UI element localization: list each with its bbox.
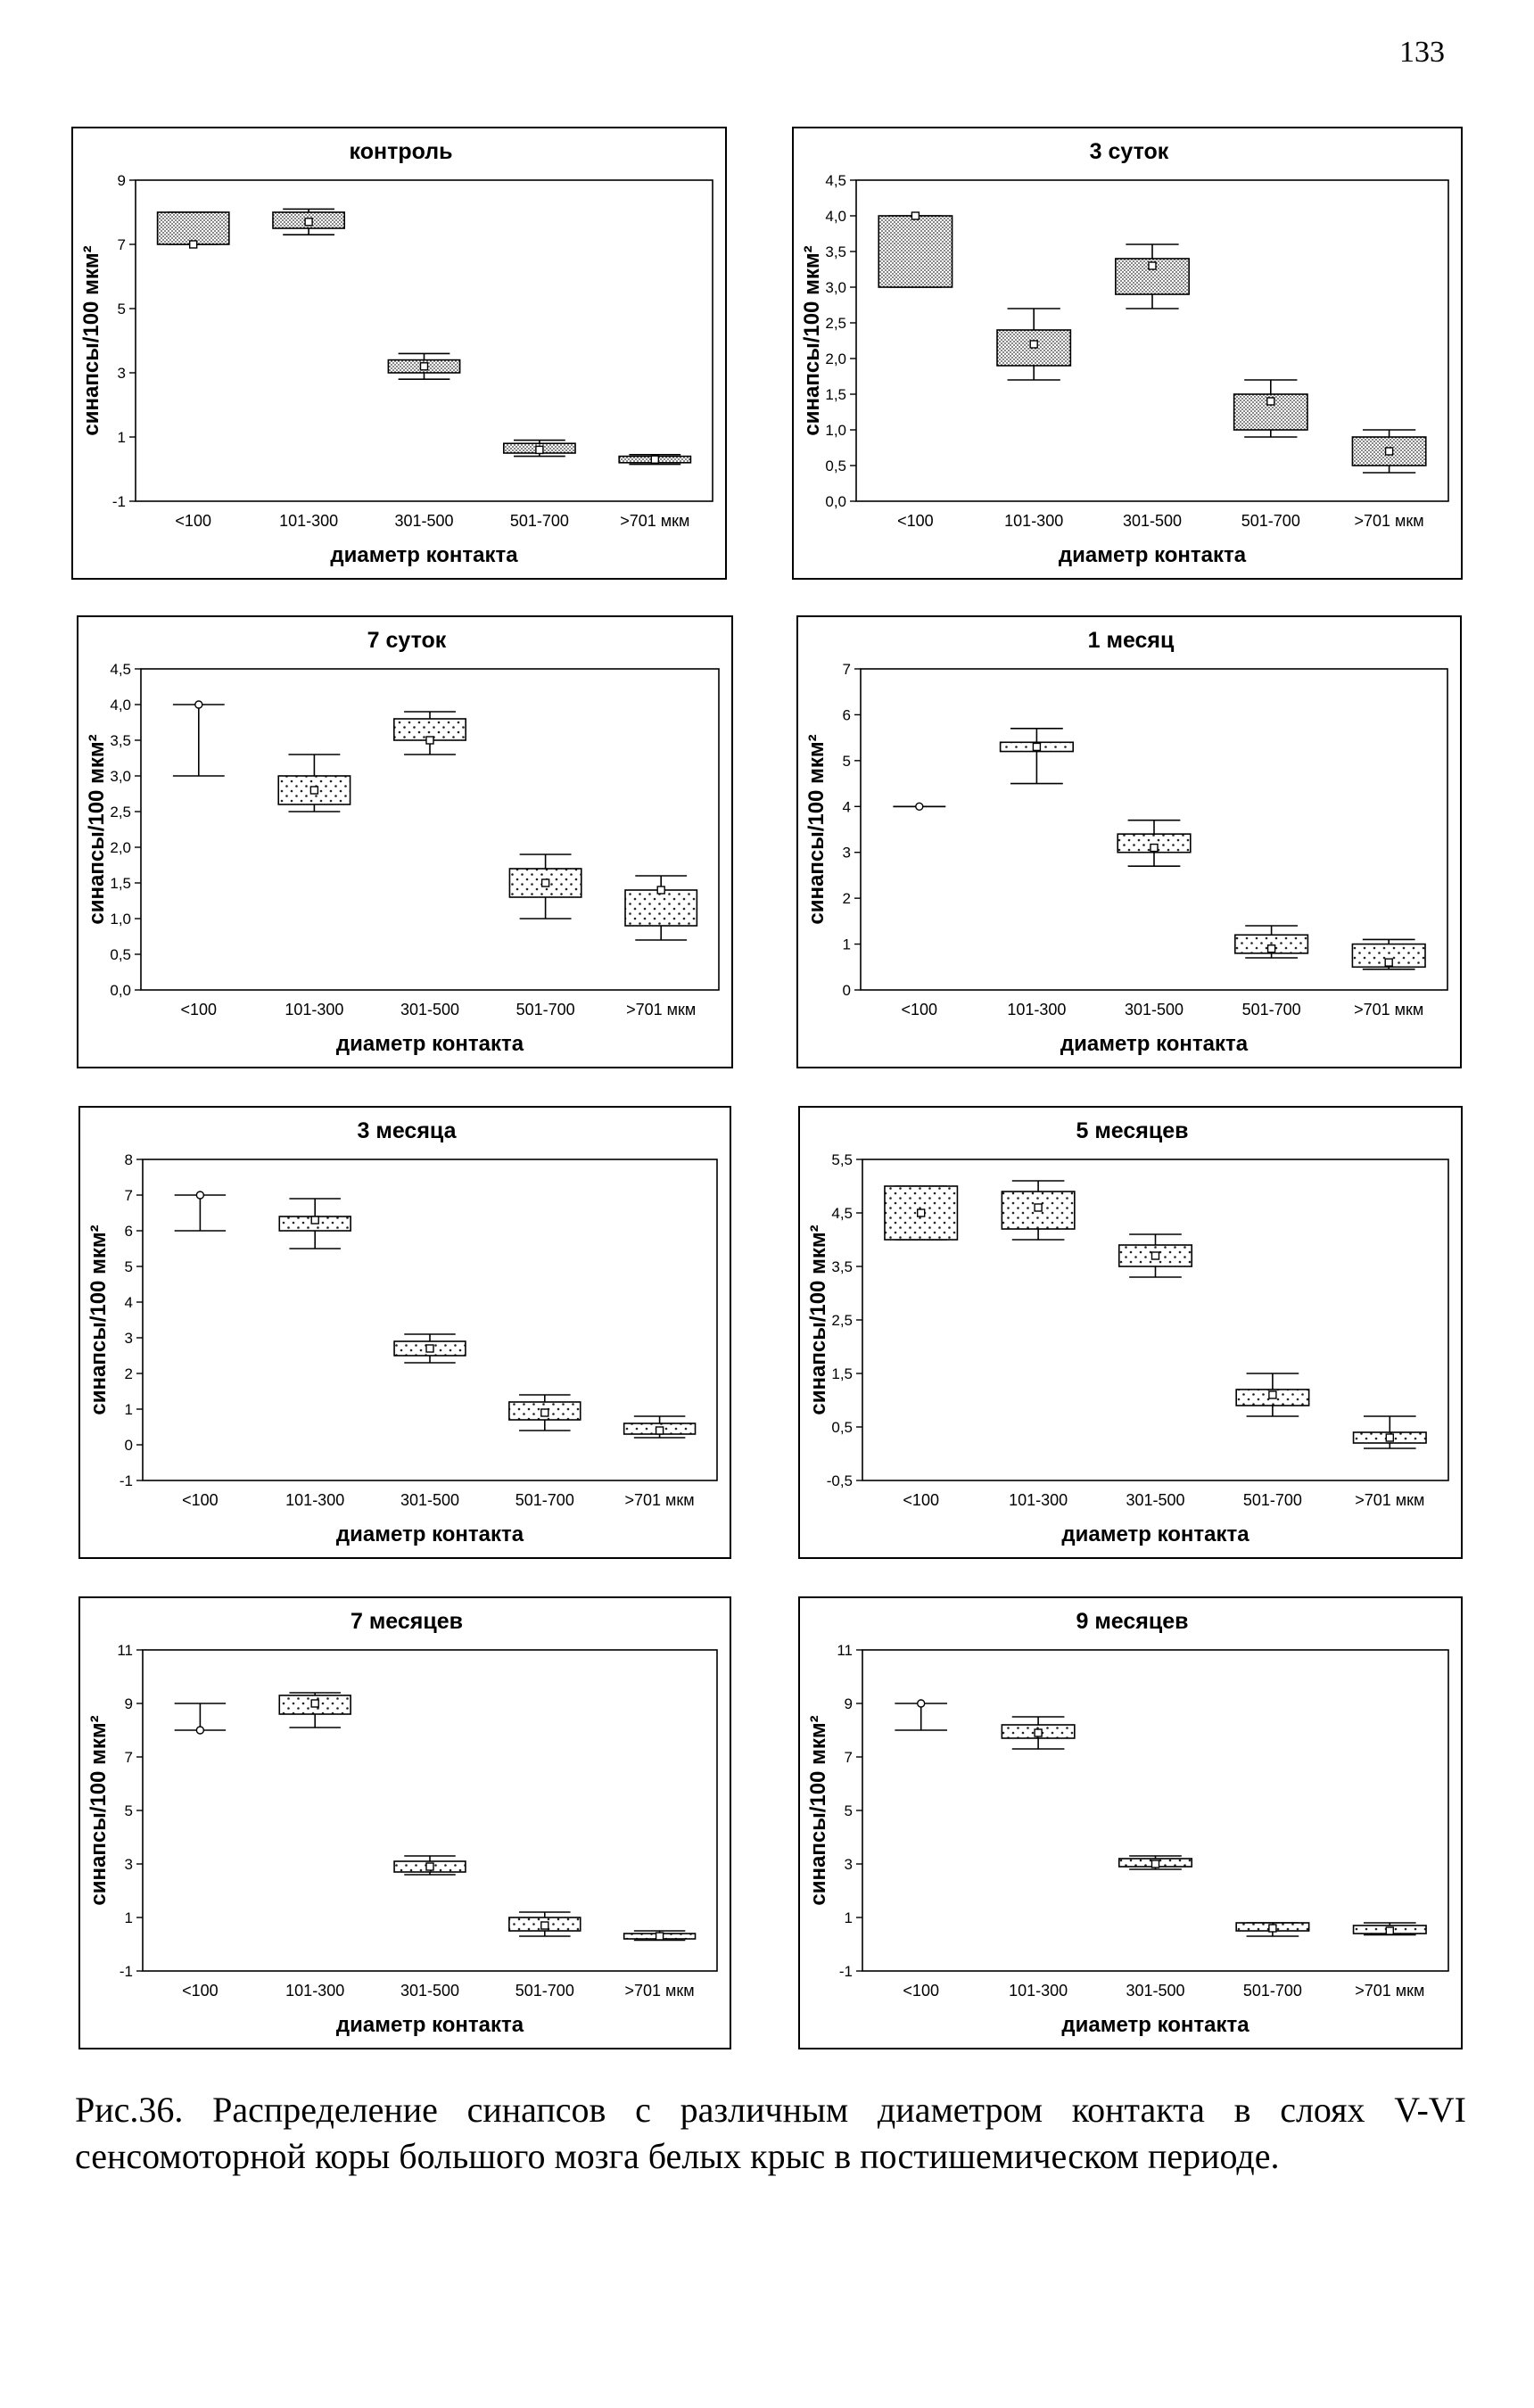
y-tick-label: 4 — [842, 798, 851, 816]
y-tick-label: 6 — [842, 706, 851, 724]
x-tick-label: 101-300 — [1009, 1982, 1068, 2000]
chart-svg — [798, 617, 1464, 1070]
x-tick-label: <100 — [901, 1001, 938, 1018]
chart-panel-4 — [796, 615, 1462, 1068]
median-marker — [1385, 959, 1392, 966]
median-marker — [657, 887, 664, 894]
chart-title: 3 месяца — [357, 1118, 457, 1143]
x-tick-label: >701 мкм — [626, 1001, 697, 1018]
y-tick-label: 11 — [837, 1642, 853, 1659]
y-tick-label: 4,0 — [825, 208, 846, 225]
chart-title: 7 месяцев — [350, 1609, 464, 1634]
y-axis-label: синапсы/100 мкм² — [79, 245, 103, 436]
y-tick-label: 5 — [124, 1802, 133, 1819]
median-marker — [1035, 1729, 1042, 1736]
median-marker — [1386, 1927, 1393, 1934]
y-tick-label: 3 — [124, 1856, 133, 1873]
y-tick-label: 5 — [124, 1258, 133, 1275]
x-axis-label: диаметр контакта — [1060, 1032, 1249, 1056]
y-tick-label: 4 — [124, 1294, 133, 1311]
box-4 — [509, 854, 581, 919]
y-tick-label: 9 — [124, 1695, 133, 1712]
y-tick-label: 2 — [124, 1365, 133, 1382]
median-marker — [536, 446, 543, 453]
box-1 — [173, 701, 225, 776]
median-marker — [1150, 845, 1158, 852]
chart-svg — [80, 1598, 733, 2051]
y-tick-label: 1,0 — [825, 422, 846, 439]
box-3 — [1119, 1234, 1192, 1277]
box-rect — [878, 216, 952, 287]
y-tick-label: 7 — [117, 236, 126, 253]
box-3 — [394, 1856, 466, 1875]
x-tick-label: <100 — [903, 1491, 939, 1509]
y-tick-label: 1 — [842, 936, 851, 953]
x-tick-label: 101-300 — [1007, 1001, 1067, 1018]
y-tick-label: 9 — [844, 1695, 853, 1712]
x-tick-label: >701 мкм — [620, 512, 690, 530]
y-tick-label: 3,5 — [110, 732, 131, 749]
box-4 — [504, 441, 575, 457]
x-tick-label: 501-700 — [515, 1491, 574, 1509]
chart-title: контроль — [349, 139, 453, 164]
box-5 — [1354, 1416, 1426, 1448]
x-tick-label: <100 — [182, 1491, 219, 1509]
y-tick-label: -1 — [111, 493, 126, 510]
median-marker — [918, 1700, 925, 1707]
box-rect — [625, 890, 697, 926]
x-tick-label: 501-700 — [515, 1001, 575, 1018]
y-tick-label: 0,0 — [110, 982, 131, 999]
x-axis-label: диаметр контакта — [1061, 2013, 1249, 2037]
chart-title: 7 суток — [367, 628, 447, 653]
median-marker — [1269, 1925, 1276, 1932]
y-tick-label: 2,5 — [110, 804, 131, 821]
median-marker — [1030, 341, 1037, 348]
y-tick-label: 0 — [842, 982, 851, 999]
x-tick-label: 501-700 — [1242, 1491, 1302, 1509]
median-marker — [1152, 1252, 1159, 1259]
y-tick-label: 3,0 — [825, 279, 846, 296]
x-tick-label: 501-700 — [1241, 512, 1300, 530]
box-5 — [1352, 430, 1425, 473]
y-axis-label: синапсы/100 мкм² — [85, 734, 109, 925]
median-marker — [421, 363, 428, 370]
box-2 — [1002, 1181, 1074, 1240]
x-tick-label: >701 мкм — [1355, 1491, 1425, 1509]
y-tick-label: 2,5 — [831, 1312, 853, 1329]
x-tick-label: 101-300 — [285, 1982, 345, 2000]
box-3 — [388, 353, 459, 379]
median-marker — [310, 787, 318, 794]
x-tick-label: <100 — [175, 512, 211, 530]
box-3 — [1118, 821, 1191, 866]
chart-panel-1 — [71, 127, 727, 580]
median-marker — [1033, 743, 1040, 750]
median-marker — [426, 737, 433, 744]
chart-svg — [80, 1108, 733, 1561]
x-tick-label: 301-500 — [400, 1001, 460, 1018]
chart-svg — [800, 1108, 1464, 1561]
y-tick-label: 2,5 — [825, 315, 846, 332]
median-marker — [196, 1192, 203, 1199]
y-tick-label: 0,5 — [831, 1419, 853, 1436]
median-marker — [1268, 945, 1275, 952]
y-tick-label: 11 — [117, 1642, 133, 1659]
x-tick-label: 101-300 — [285, 1001, 344, 1018]
x-axis-label: диаметр контакта — [330, 543, 518, 567]
page-number: 133 — [1399, 36, 1445, 69]
median-marker — [1267, 398, 1274, 405]
chart-title: 5 месяцев — [1076, 1118, 1189, 1143]
y-tick-label: -1 — [119, 1963, 133, 1980]
median-marker — [1149, 262, 1156, 269]
median-marker — [426, 1345, 433, 1352]
y-tick-label: 3,5 — [825, 243, 846, 260]
box-2 — [279, 1693, 351, 1728]
y-tick-label: 1,5 — [110, 875, 131, 892]
chart-panel-8 — [798, 1596, 1463, 2049]
box-2 — [278, 755, 350, 812]
x-axis-label: диаметр контакта — [335, 2013, 524, 2037]
y-tick-label: 4,5 — [825, 172, 846, 189]
x-tick-label: <100 — [903, 1982, 939, 2000]
y-tick-label: 5 — [117, 301, 126, 317]
y-axis-label: синапсы/100 мкм² — [87, 1225, 111, 1415]
box-1 — [175, 1192, 226, 1231]
x-axis-label: диаметр контакта — [1058, 543, 1247, 567]
chart-panel-5 — [78, 1106, 731, 1559]
box-3 — [1119, 1856, 1192, 1869]
median-marker — [918, 1209, 925, 1216]
box-5 — [624, 1931, 696, 1941]
box-4 — [1235, 926, 1308, 958]
y-tick-label: 5,5 — [831, 1151, 853, 1168]
x-tick-label: >701 мкм — [624, 1982, 695, 2000]
box-3 — [394, 1334, 466, 1363]
y-tick-label: 3,0 — [110, 768, 131, 785]
box-4 — [509, 1912, 581, 1936]
y-tick-label: 2 — [842, 890, 851, 908]
x-tick-label: 301-500 — [400, 1491, 460, 1509]
median-marker — [1386, 448, 1393, 455]
chart-panel-7 — [78, 1596, 731, 2049]
y-tick-label: 0,5 — [825, 458, 846, 474]
x-tick-label: 501-700 — [1241, 1001, 1301, 1018]
x-tick-label: 501-700 — [1242, 1982, 1302, 2000]
y-axis-label: синапсы/100 мкм² — [804, 734, 829, 925]
median-marker — [541, 1922, 548, 1929]
x-tick-label: 101-300 — [279, 512, 339, 530]
x-tick-label: <100 — [182, 1982, 219, 2000]
median-marker — [656, 1427, 664, 1434]
x-tick-label: 101-300 — [285, 1491, 345, 1509]
y-tick-label: 1,5 — [831, 1365, 853, 1382]
box-2 — [1002, 1717, 1074, 1749]
x-axis-label: диаметр контакта — [335, 1032, 524, 1056]
x-tick-label: >701 мкм — [1354, 1001, 1424, 1018]
box-2 — [279, 1199, 351, 1249]
y-tick-label: 1 — [117, 429, 126, 446]
y-tick-label: 0,5 — [110, 946, 131, 963]
x-tick-label: 501-700 — [515, 1982, 574, 2000]
y-tick-label: 0,0 — [825, 493, 846, 510]
chart-svg — [794, 128, 1464, 581]
box-4 — [509, 1395, 581, 1431]
box-1 — [893, 803, 945, 810]
y-tick-label: -0,5 — [826, 1472, 853, 1489]
x-tick-label: >701 мкм — [1355, 1982, 1425, 2000]
median-marker — [195, 701, 202, 708]
y-tick-label: 7 — [124, 1187, 133, 1204]
chart-title: 1 месяц — [1087, 628, 1175, 653]
chart-svg — [73, 128, 729, 581]
box-2 — [273, 209, 344, 235]
box-2 — [997, 309, 1070, 380]
y-tick-label: -1 — [119, 1472, 133, 1489]
chart-svg — [78, 617, 735, 1070]
y-tick-label: 3 — [124, 1330, 133, 1347]
median-marker — [656, 1933, 664, 1940]
y-tick-label: 1 — [844, 1909, 853, 1926]
y-tick-label: 7 — [124, 1749, 133, 1766]
y-tick-label: 3,5 — [831, 1258, 853, 1275]
box-rect — [158, 212, 229, 244]
box-5 — [1354, 1923, 1426, 1935]
x-tick-label: 101-300 — [1004, 512, 1064, 530]
chart-title: 9 месяцев — [1076, 1609, 1189, 1634]
y-tick-label: 1 — [124, 1909, 133, 1926]
box-5 — [625, 876, 697, 940]
y-tick-label: 0 — [124, 1437, 133, 1454]
x-tick-label: 301-500 — [400, 1982, 460, 2000]
y-tick-label: 2,0 — [110, 839, 131, 856]
median-marker — [311, 1216, 318, 1224]
x-tick-label: 301-500 — [394, 512, 454, 530]
median-marker — [305, 219, 312, 226]
median-marker — [911, 212, 919, 219]
median-marker — [1269, 1391, 1276, 1398]
y-tick-label: 3 — [844, 1856, 853, 1873]
x-tick-label: <100 — [180, 1001, 218, 1018]
box-1 — [885, 1186, 957, 1240]
y-tick-label: 5 — [842, 752, 851, 770]
chart-panel-6 — [798, 1106, 1463, 1559]
box-1 — [878, 212, 952, 287]
y-tick-label: 1,0 — [110, 911, 131, 928]
box-5 — [619, 455, 690, 465]
y-tick-label: 1 — [124, 1401, 133, 1418]
x-tick-label: 301-500 — [1122, 512, 1183, 530]
chart-panel-2 — [792, 127, 1463, 580]
box-4 — [1236, 1373, 1308, 1416]
box-1 — [175, 1703, 226, 1734]
plot-frame — [862, 1650, 1448, 1971]
box-5 — [1352, 939, 1425, 969]
y-axis-label: синапсы/100 мкм² — [87, 1715, 111, 1906]
y-tick-label: 5 — [844, 1802, 853, 1819]
box-2 — [1001, 729, 1074, 784]
x-tick-label: >701 мкм — [624, 1491, 695, 1509]
y-tick-label: 7 — [842, 661, 851, 678]
y-axis-label: синапсы/100 мкм² — [806, 1225, 830, 1415]
y-tick-label: 1,5 — [825, 386, 846, 403]
median-marker — [542, 879, 549, 887]
x-tick-label: 301-500 — [1126, 1982, 1185, 2000]
median-marker — [1035, 1204, 1042, 1211]
plot-frame — [143, 1650, 717, 1971]
y-tick-label: 6 — [124, 1223, 133, 1240]
box-5 — [624, 1416, 696, 1438]
x-tick-label: <100 — [897, 512, 934, 530]
box-1 — [158, 212, 229, 248]
x-tick-label: 301-500 — [1124, 1001, 1184, 1018]
box-4 — [1236, 1923, 1308, 1936]
median-marker — [1152, 1860, 1159, 1868]
y-tick-label: 4,0 — [110, 697, 131, 713]
x-tick-label: >701 мкм — [1354, 512, 1424, 530]
median-marker — [916, 803, 923, 810]
x-tick-label: 301-500 — [1126, 1491, 1185, 1509]
y-tick-label: 9 — [117, 172, 126, 189]
y-tick-label: -1 — [838, 1963, 853, 1980]
y-axis-label: синапсы/100 мкм² — [800, 245, 824, 436]
box-4 — [1234, 380, 1307, 437]
y-tick-label: 4,5 — [831, 1205, 853, 1222]
y-tick-label: 7 — [844, 1749, 853, 1766]
y-tick-label: 3 — [842, 844, 851, 862]
box-3 — [1116, 244, 1189, 309]
y-axis-label: синапсы/100 мкм² — [806, 1715, 830, 1906]
x-tick-label: 101-300 — [1009, 1491, 1068, 1509]
y-tick-label: 3 — [117, 365, 126, 382]
median-marker — [541, 1409, 548, 1416]
figure-caption: Рис.36. Распределение синапсов с различным диаметром контакта в слоях V-VI сенсомоторной коры большого мозга белых крыс в постишемическом периоде. — [75, 2090, 1466, 2176]
y-tick-label: 4,5 — [110, 661, 131, 678]
median-marker — [190, 241, 197, 248]
chart-panel-3 — [77, 615, 733, 1068]
box-1 — [895, 1700, 947, 1730]
median-marker — [311, 1700, 318, 1707]
median-marker — [196, 1727, 203, 1734]
median-marker — [651, 456, 658, 463]
chart-svg — [800, 1598, 1464, 2051]
x-axis-label: диаметр контакта — [335, 1522, 524, 1546]
x-tick-label: 501-700 — [509, 512, 569, 530]
y-tick-label: 8 — [124, 1151, 133, 1168]
y-tick-label: 2,0 — [825, 350, 846, 367]
chart-title: 3 суток — [1089, 139, 1169, 164]
box-3 — [394, 712, 466, 755]
x-axis-label: диаметр контакта — [1061, 1522, 1249, 1546]
median-marker — [426, 1863, 433, 1870]
median-marker — [1386, 1434, 1393, 1441]
